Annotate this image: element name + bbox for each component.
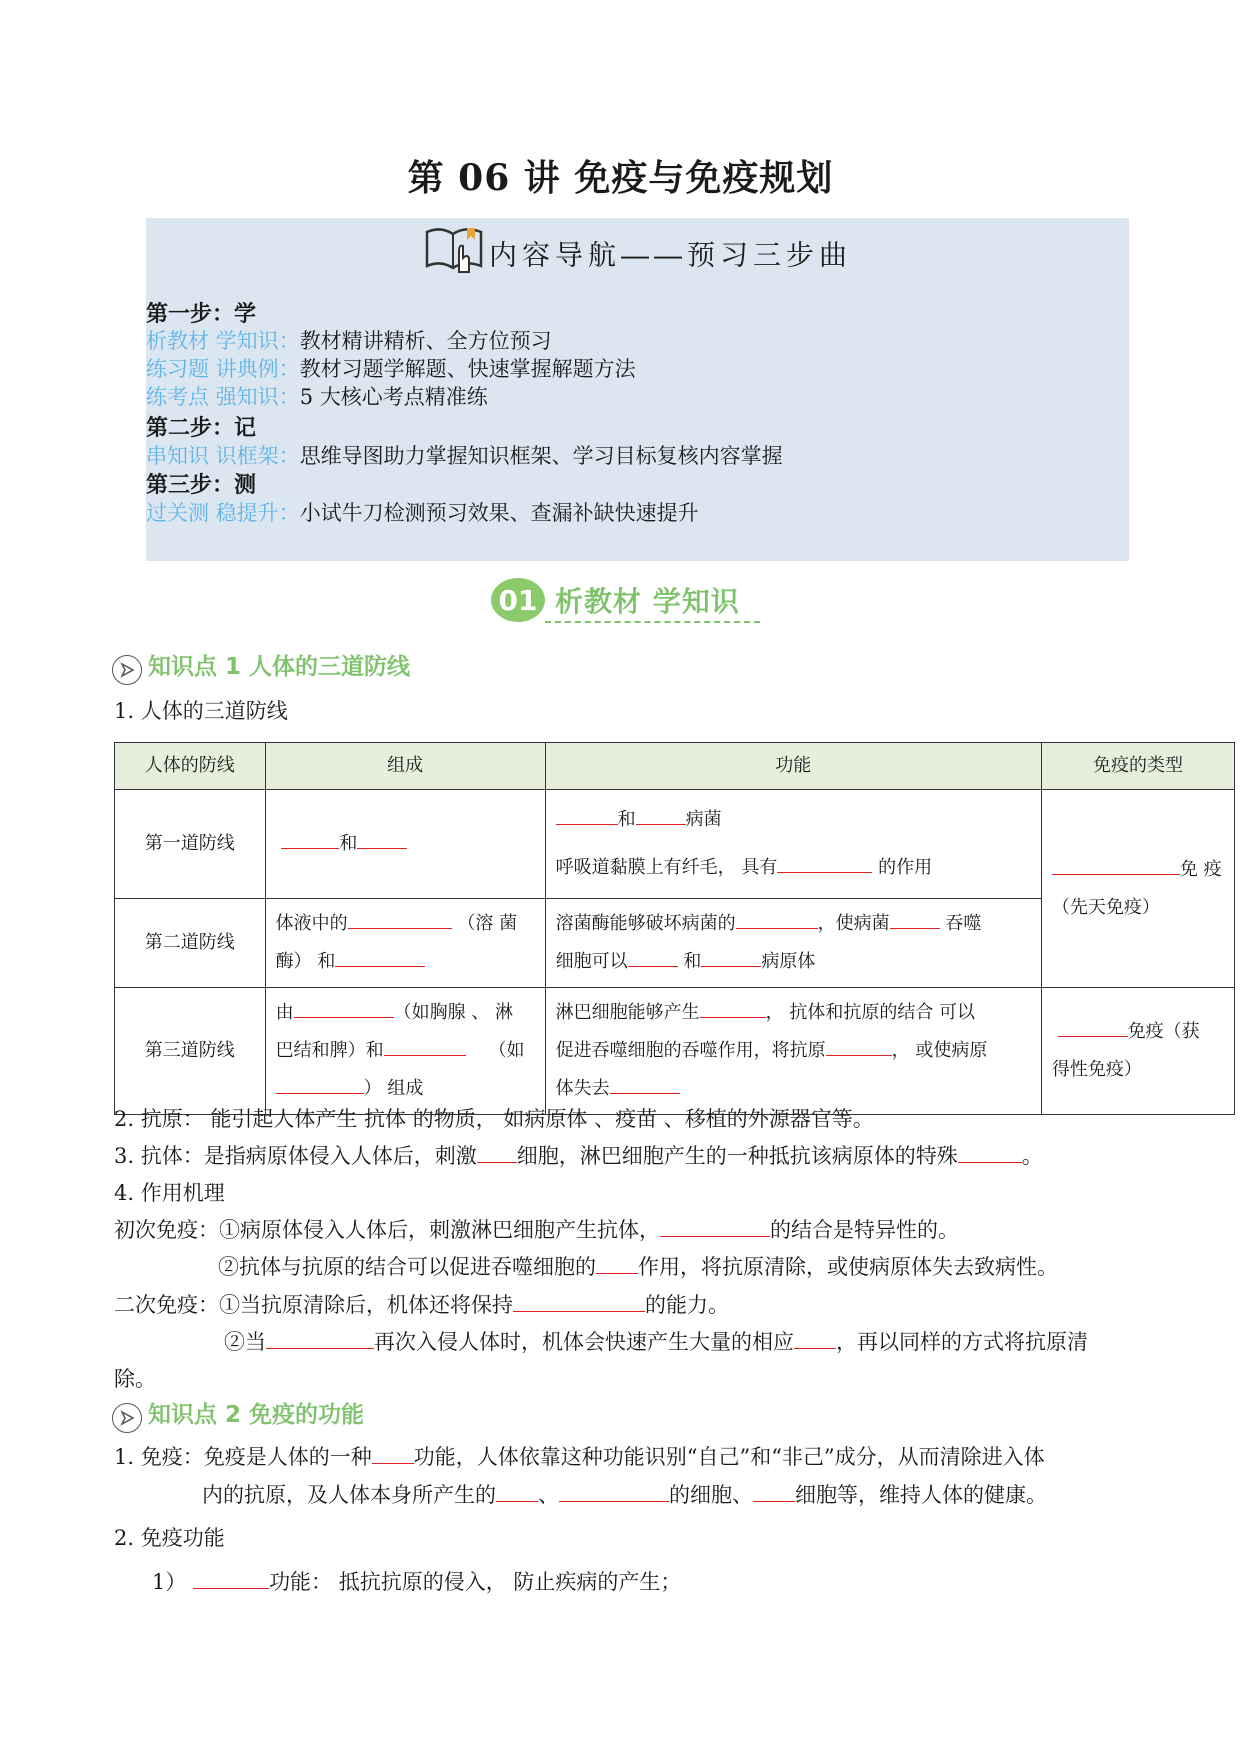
- kp2-p3: 2. 免疫功能: [114, 1526, 225, 1550]
- fill-blank[interactable]: [477, 1144, 517, 1163]
- table-header: 免疫的类型: [1041, 743, 1234, 790]
- row2-composition: 体液中的 （溶 菌 酶） 和: [265, 899, 545, 988]
- row1-composition: 和: [265, 790, 545, 899]
- kp1-p2: 2. 抗原： 能引起人体产生 抗体 的物质， 如病原体 、疫苗 、移植的外源器官等。: [114, 1107, 874, 1131]
- nav-line-4: 串知识 识框架：思维导图助力掌握知识框架、学习目标复核内容掌握: [146, 444, 783, 468]
- fill-blank[interactable]: [596, 1255, 638, 1274]
- fill-blank[interactable]: [826, 1037, 892, 1056]
- kp1-p5: 初次免疫：①病原体侵入人体后，刺激淋巴细胞产生抗体， 的结合是特异性的。: [114, 1218, 959, 1242]
- nav-step-2: 第二步：记: [146, 415, 257, 441]
- fill-blank[interactable]: [496, 1483, 538, 1502]
- row12-immune-type: 免 疫 （先天免疫）: [1041, 790, 1234, 988]
- fill-blank[interactable]: [372, 1445, 414, 1464]
- fill-blank[interactable]: [1058, 1018, 1128, 1037]
- kp1-p4: 4. 作用机理: [114, 1181, 225, 1205]
- nav-step-3: 第三步：测: [146, 472, 257, 498]
- fill-blank[interactable]: [281, 830, 339, 849]
- kp2-p1: 1. 免疫：免疫是人体的一种 功能，人体依靠这种功能识别“自己”和“非己”成分，从而清除进入体: [114, 1445, 1045, 1469]
- arrow-circle-icon: [112, 655, 142, 685]
- row1-function: 和 病菌 呼吸道黏膜上有纤毛， 具有 的作用: [545, 790, 1041, 899]
- fill-blank[interactable]: [348, 910, 452, 929]
- fill-blank[interactable]: [335, 948, 425, 967]
- defense-table: [114, 742, 1235, 1115]
- row3-immune-type: 免疫（获 得性免疫）: [1041, 988, 1234, 1115]
- fill-blank[interactable]: [628, 948, 678, 967]
- fill-blank[interactable]: [559, 1483, 669, 1502]
- arrow-circle-icon: [112, 1403, 142, 1433]
- row-name: 第三道防线: [115, 988, 266, 1115]
- nav-heading-text: 内容导航——预习三步曲: [488, 239, 852, 271]
- kp1-sub1: 1. 人体的三道防线: [114, 699, 288, 723]
- page-title: 第 06 讲 免疫与免疫规划: [407, 157, 834, 199]
- kp1-p9: 除。: [114, 1367, 156, 1391]
- fill-blank[interactable]: [700, 999, 766, 1018]
- fill-blank[interactable]: [753, 1483, 795, 1502]
- fill-blank[interactable]: [193, 1570, 269, 1589]
- kp1-heading: 知识点 1 人体的三道防线: [112, 648, 410, 685]
- fill-blank[interactable]: [636, 806, 686, 825]
- table-header: 功能: [545, 743, 1041, 790]
- fill-blank[interactable]: [556, 806, 618, 825]
- fill-blank[interactable]: [294, 999, 394, 1018]
- fill-blank[interactable]: [736, 910, 818, 929]
- section-divider: [545, 621, 760, 623]
- kp1-p3: 3. 抗体：是指病原体侵入人体后，刺激 细胞，淋巴细胞产生的一种抵抗该病原体的特殊 。: [114, 1144, 1043, 1168]
- section-badge: [488, 575, 548, 629]
- fill-blank[interactable]: [890, 910, 940, 929]
- table-header: 人体的防线: [115, 743, 266, 790]
- kp1-p8: ②当 再次入侵人体时，机体会快速产生大量的相应 ，再以同样的方式将抗原清: [224, 1330, 1088, 1354]
- table-header-row: [115, 743, 1235, 790]
- kp1-p6: ②抗体与抗原的结合可以促进吞噬细胞的 作用，将抗原清除，或使病原体失去致病性。: [218, 1255, 1058, 1279]
- table-row: [115, 790, 1235, 899]
- section-title: 析教材 学知识: [555, 585, 740, 618]
- section-badge-number: 01: [498, 584, 538, 617]
- fill-blank[interactable]: [660, 1218, 770, 1237]
- table-row: [115, 988, 1235, 1115]
- row-name: 第二道防线: [115, 899, 266, 988]
- fill-blank[interactable]: [266, 1330, 374, 1349]
- fill-blank[interactable]: [384, 1037, 466, 1056]
- kp2-p4: 1） 功能： 抵抗抗原的侵入， 防止疾病的产生；: [152, 1570, 682, 1594]
- nav-line-3: 练考点 强知识：5 大核心考点精准练: [146, 385, 488, 409]
- row2-function: 溶菌酶能够破坏病菌的 ，使病菌 吞噬 细胞可以 和 病原体: [545, 899, 1041, 988]
- kp2-p2: 内的抗原，及人体本身所产生的 、 的细胞、 细胞等，维持人体的健康。: [202, 1483, 1047, 1507]
- nav-line-5: 过关测 稳提升：小试牛刀检测预习效果、查漏补缺快速提升: [146, 501, 699, 525]
- row3-composition: 由 （如胸腺 、 淋 巴结和脾）和 （如 ） 组成: [265, 988, 545, 1115]
- row-name: 第一道防线: [115, 790, 266, 899]
- nav-step-1: 第一步：学: [146, 301, 257, 327]
- nav-heading: [146, 222, 1129, 282]
- fill-blank[interactable]: [513, 1293, 645, 1312]
- fill-blank[interactable]: [958, 1144, 1022, 1163]
- fill-blank[interactable]: [276, 1075, 364, 1094]
- kp2-heading: 知识点 2 免疫的功能: [112, 1396, 364, 1433]
- book-icon: [423, 222, 485, 285]
- fill-blank[interactable]: [777, 854, 872, 873]
- kp1-p7: 二次免疫：①当抗原清除后，机体还将保持 的能力。: [114, 1293, 729, 1317]
- fill-blank[interactable]: [1052, 856, 1180, 875]
- fill-blank[interactable]: [794, 1330, 836, 1349]
- row3-function: 淋巴细胞能够产生 ， 抗体和抗原的结合 可以 促进吞噬细胞的吞噬作用，将抗原 ， 或使病原 体失去: [545, 988, 1041, 1115]
- nav-line-2: 练习题 讲典例：教材习题学解题、快速掌握解题方法: [146, 357, 636, 381]
- fill-blank[interactable]: [610, 1075, 680, 1094]
- table-header: 组成: [265, 743, 545, 790]
- nav-line-1: 析教材 学知识：教材精讲精析、全方位预习: [146, 329, 552, 353]
- fill-blank[interactable]: [357, 830, 407, 849]
- fill-blank[interactable]: [701, 948, 761, 967]
